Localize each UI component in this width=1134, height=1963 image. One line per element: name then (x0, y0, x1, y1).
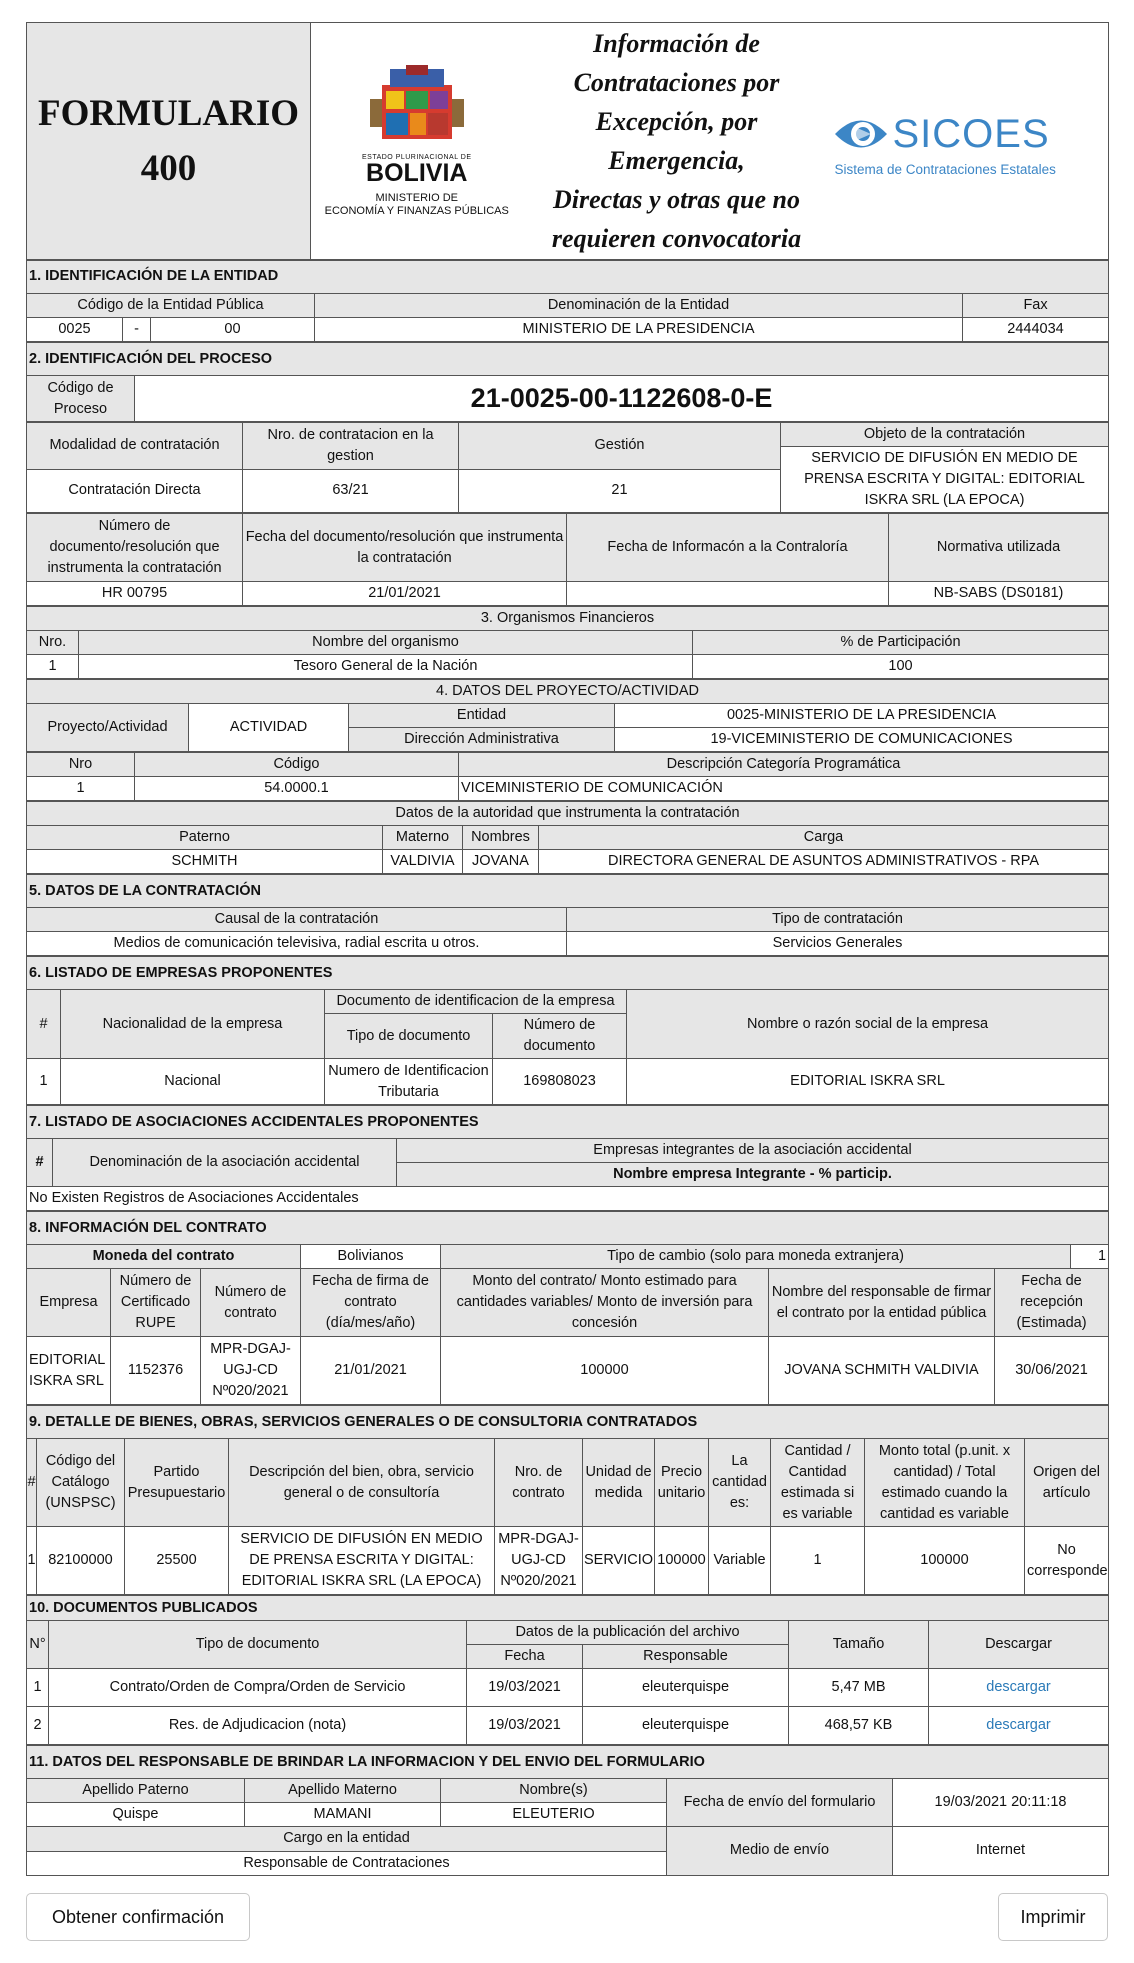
doc-num: 2 (27, 1707, 49, 1745)
objeto-value: SERVICIO DE DIFUSIÓN EN MEDIO DE PRENSA ESCRITA Y DIGITAL: EDITORIAL ISKRA SRL (LA EPOCA) (781, 447, 1109, 513)
doc-fecha-header: Fecha (467, 1645, 583, 1669)
imprimir-button[interactable]: Imprimir (998, 1893, 1108, 1941)
resp-nombres-header: Nombre(s) (441, 1779, 667, 1803)
section-7-asociaciones (26, 1105, 1109, 1211)
proyecto-label: Proyecto/Actividad (27, 704, 189, 752)
con-responsable-header: Nombre del responsable de firmar el contrato por la entidad pública (769, 1269, 995, 1337)
doc-desc-cell (929, 1669, 1109, 1707)
gestion-header: Gestión (459, 423, 781, 470)
fecha-envio-label: Fecha de envío del formulario (667, 1779, 893, 1827)
causal-value: Medios de comunicación televisiva, radial escrita u otros. (27, 932, 567, 956)
section-2-process (26, 342, 1109, 422)
tipo-contratacion-value: Servicios Generales (567, 932, 1109, 956)
tipo-contratacion-header: Tipo de contratación (567, 908, 1109, 932)
entity-code-sep: - (123, 318, 151, 342)
table-row (27, 777, 1109, 801)
cat-codigo: 54.0000.1 (135, 777, 459, 801)
con-responsable: JOVANA SCHMITH VALDIVIA (769, 1337, 995, 1405)
det-precio: 100000 (655, 1527, 709, 1595)
det-unidad: SERVICIO (583, 1527, 655, 1595)
con-empresa: EDITORIAL ISKRA SRL (27, 1337, 111, 1405)
org-nombre: Tesoro General de la Nación (79, 655, 693, 679)
emp-nac: Nacional (61, 1059, 325, 1105)
entidad-value: 0025-MINISTERIO DE LA PRESIDENCIA (615, 704, 1109, 728)
emp-num: 1 (27, 1059, 61, 1105)
doc-desc-header: Descargar (929, 1621, 1109, 1669)
bolivia-ministry-logo: ESTADO PLURINACIONAL DE BOLIVIA MINISTERIO DE ECONOMÍA Y FINANZAS PÚBLICAS (311, 23, 523, 260)
fecha-doc-value: 21/01/2021 (243, 582, 567, 606)
det-catalogo-header: Código del Catálogo (UNSPSC) (37, 1439, 125, 1527)
moneda-label: Moneda del contrato (27, 1245, 301, 1269)
section-5-title: 5. DATOS DE LA CONTRATACIÓN (27, 875, 1109, 908)
table-row (27, 1527, 1109, 1595)
gestion-value: 21 (459, 469, 781, 512)
table-row (27, 1059, 1109, 1105)
det-nro-header: Nro. de contrato (495, 1439, 583, 1527)
con-fecha-firma-header: Fecha de firma de contrato (día/mes/año) (301, 1269, 441, 1337)
section-3-title: 3. Organismos Financieros (27, 607, 1109, 631)
section-8-title: 8. INFORMACIÓN DEL CONTRATO (27, 1212, 1109, 1245)
section-2-title: 2. IDENTIFICACIÓN DEL PROCESO (27, 343, 1109, 376)
autoridad-nombres: JOVANA (463, 850, 539, 874)
section-1-entity (26, 260, 1109, 342)
emp-numdoc: 169808023 (493, 1059, 627, 1105)
objeto-header: Objeto de la contratación (781, 423, 1109, 447)
det-cantidad-header: Cantidad / Cantidad estimada si es variable (771, 1439, 865, 1527)
paterno-header: Paterno (27, 826, 383, 850)
asoc-empty: No Existen Registros de Asociaciones Accidentales (27, 1187, 1109, 1211)
normativa-header: Normativa utilizada (889, 514, 1109, 582)
info-title: Información de Contrataciones por Excepción, por Emergencia, Directas y otras que no requieren convocatoria (523, 23, 831, 260)
con-nro-header: Número de contrato (201, 1269, 301, 1337)
doc-num-header: N° (27, 1621, 49, 1669)
doc-tipo: Res. de Adjudicacion (nota) (49, 1707, 467, 1745)
doc-datos-header: Datos de la publicación del archivo (467, 1621, 789, 1645)
form-title: FORMULARIO 400 (27, 23, 311, 260)
section-8-contrato (26, 1211, 1109, 1405)
org-part: 100 (693, 655, 1109, 679)
direccion-value: 19-VICEMINISTERIO DE COMUNICACIONES (615, 728, 1109, 752)
descargar-link-2[interactable]: descargar (986, 1717, 1051, 1734)
medio-envio-value: Internet (893, 1827, 1109, 1875)
section-10-title: 10. DOCUMENTOS PUBLICADOS (27, 1596, 1109, 1621)
process-code: 21-0025-00-1122608-0-E (135, 376, 1109, 422)
asoc-denom-header: Denominación de la asociación accidental (53, 1139, 397, 1187)
nro-contratacion-header: Nro. de contratacion en la gestion (243, 423, 459, 470)
con-fecha-firma: 21/01/2021 (301, 1337, 441, 1405)
doc-tam: 468,57 KB (789, 1707, 929, 1745)
process-code-label: Código de Proceso (27, 376, 135, 422)
section-3-organismos (26, 606, 1109, 679)
emp-nombre: EDITORIAL ISKRA SRL (627, 1059, 1109, 1105)
doc-resp-header: Responsable (583, 1645, 789, 1669)
det-total-header: Monto total (p.unit. x cantidad) / Total estimado cuando la cantidad es variable (865, 1439, 1025, 1527)
proyecto-value: ACTIVIDAD (189, 704, 349, 752)
doc-num: 1 (27, 1669, 49, 1707)
section-2-details (26, 422, 1109, 513)
doc-value: HR 00795 (27, 582, 243, 606)
con-empresa-header: Empresa (27, 1269, 111, 1337)
org-nro: 1 (27, 655, 79, 679)
normativa-value: NB-SABS (DS0181) (889, 582, 1109, 606)
det-partida-header: Partido Presupuestario (125, 1439, 229, 1527)
section-9-title: 9. DETALLE DE BIENES, OBRAS, SERVICIOS GENERALES O DE CONSULTORIA CONTRATADOS (27, 1406, 1109, 1439)
cat-desc-header: Descripción Categoría Programática (459, 753, 1109, 777)
section-4-title: 4. DATOS DEL PROYECTO/ACTIVIDAD (27, 680, 1109, 704)
org-nro-header: Nro. (27, 631, 79, 655)
emp-numdoc-header: Número de documento (493, 1014, 627, 1059)
det-catalogo: 82100000 (37, 1527, 125, 1595)
section-6-empresas (26, 956, 1109, 1105)
fax-header: Fax (963, 294, 1109, 318)
con-fecha-rec: 30/06/2021 (995, 1337, 1109, 1405)
resp-materno-header: Apellido Materno (245, 1779, 441, 1803)
resp-nombres: ELEUTERIO (441, 1803, 667, 1827)
asoc-integrantes-header: Empresas integrantes de la asociación accidental (397, 1139, 1109, 1163)
det-origen-header: Origen del artículo (1025, 1439, 1109, 1527)
cat-codigo-header: Código (135, 753, 459, 777)
doc-fecha: 19/03/2021 (467, 1707, 583, 1745)
section-4-autoridad (26, 801, 1109, 874)
det-nro: MPR-DGAJ-UGJ-CD Nº020/2021 (495, 1527, 583, 1595)
det-la-cant-header: La cantidad es: (709, 1439, 771, 1527)
doc-header: Número de documento/resolución que instrumenta la contratación (27, 514, 243, 582)
cargo-value: Responsable de Contrataciones (27, 1851, 667, 1875)
fecha-envio-value: 19/03/2021 20:11:18 (893, 1779, 1109, 1827)
cat-desc: VICEMINISTERIO DE COMUNICACIÓN (459, 777, 1109, 801)
section-7-title: 7. LISTADO DE ASOCIACIONES ACCIDENTALES PROPONENTES (27, 1106, 1109, 1139)
emp-tipodoc-header: Tipo de documento (325, 1014, 493, 1059)
medio-envio-label: Medio de envío (667, 1827, 893, 1875)
resp-materno: MAMANI (245, 1803, 441, 1827)
fecha-info-value (567, 582, 889, 606)
emp-tipodoc: Numero de Identificacion Tributaria (325, 1059, 493, 1105)
carga-header: Carga (539, 826, 1109, 850)
entity-name: MINISTERIO DE LA PRESIDENCIA (315, 318, 963, 342)
doc-fecha: 19/03/2021 (467, 1669, 583, 1707)
section-4-project (26, 679, 1109, 752)
doc-resp: eleuterquispe (583, 1669, 789, 1707)
det-origen: No corresponde (1025, 1527, 1109, 1595)
entity-code-a: 0025 (27, 318, 123, 342)
det-la-cant: Variable (709, 1527, 771, 1595)
cargo-label: Cargo en la entidad (27, 1827, 667, 1851)
det-unidad-header: Unidad de medida (583, 1439, 655, 1527)
doc-tipo: Contrato/Orden de Compra/Orden de Servicio (49, 1669, 467, 1707)
direccion-label: Dirección Administrativa (349, 728, 615, 752)
resp-paterno: Quispe (27, 1803, 245, 1827)
fax-value: 2444034 (963, 318, 1109, 342)
det-num: 1 (27, 1527, 37, 1595)
moneda-value: Bolivianos (301, 1245, 441, 1269)
cat-nro-header: Nro (27, 753, 135, 777)
modalidad-value: Contratación Directa (27, 469, 243, 512)
det-precio-header: Precio unitario (655, 1439, 709, 1527)
cat-nro: 1 (27, 777, 135, 801)
autoridad-materno: VALDIVIA (383, 850, 463, 874)
sicoes-eye-icon (833, 109, 889, 159)
emp-docid-header: Documento de identificacion de la empresa (325, 990, 627, 1014)
section-11-title: 11. DATOS DEL RESPONSABLE DE BRINDAR LA INFORMACION Y DEL ENVIO DEL FORMULARIO (27, 1746, 1109, 1779)
table-row (27, 655, 1109, 679)
det-cantidad: 1 (771, 1527, 865, 1595)
org-part-header: % de Participación (693, 631, 1109, 655)
doc-tam-header: Tamaño (789, 1621, 929, 1669)
fecha-info-header: Fecha de Informacón a la Contraloría (567, 514, 889, 582)
section-9-detalle (26, 1405, 1109, 1595)
entity-code-header: Código de la Entidad Pública (27, 294, 315, 318)
doc-tipo-header: Tipo de documento (49, 1621, 467, 1669)
con-rupe-header: Número de Certificado RUPE (111, 1269, 201, 1337)
det-partida: 25500 (125, 1527, 229, 1595)
section-1-title: 1. IDENTIFICACIÓN DE LA ENTIDAD (27, 261, 1109, 294)
table-row (27, 1337, 1109, 1405)
tipo-cambio-label: Tipo de cambio (solo para moneda extranjera) (441, 1245, 1071, 1269)
asoc-nombre-int-header: Nombre empresa Integrante - % particip. (397, 1163, 1109, 1187)
autoridad-carga: DIRECTORA GENERAL DE ASUNTOS ADMINISTRATIVOS - RPA (539, 850, 1109, 874)
det-desc: SERVICIO DE DIFUSIÓN EN MEDIO DE PRENSA ESCRITA Y DIGITAL: EDITORIAL ISKRA SRL (LA EPOCA) (229, 1527, 495, 1595)
det-total: 100000 (865, 1527, 1025, 1595)
descargar-link-1[interactable]: descargar (986, 1679, 1051, 1696)
form-header (26, 22, 1109, 260)
nro-contratacion-value: 63/21 (243, 469, 459, 512)
doc-resp: eleuterquispe (583, 1707, 789, 1745)
sicoes-logo: SICOES Sistema de Contrataciones Estatales (831, 23, 1109, 260)
fecha-doc-header: Fecha del documento/resolución que instrumenta la contratación (243, 514, 567, 582)
modalidad-header: Modalidad de contratación (27, 423, 243, 470)
tipo-cambio-value: 1 (1071, 1245, 1109, 1269)
con-nro: MPR-DGAJ-UGJ-CD Nº020/2021 (201, 1337, 301, 1405)
autoridad-title: Datos de la autoridad que instrumenta la contratación (27, 802, 1109, 826)
con-fecha-rec-header: Fecha de recepción (Estimada) (995, 1269, 1109, 1337)
nombres-header: Nombres (463, 826, 539, 850)
con-monto: 100000 (441, 1337, 769, 1405)
con-rupe: 1152376 (111, 1337, 201, 1405)
doc-tam: 5,47 MB (789, 1669, 929, 1707)
table-row (27, 1669, 1109, 1707)
resp-paterno-header: Apellido Paterno (27, 1779, 245, 1803)
table-row (27, 1707, 1109, 1745)
section-11-responsable (26, 1745, 1109, 1875)
autoridad-paterno: SCHMITH (27, 850, 383, 874)
org-nombre-header: Nombre del organismo (79, 631, 693, 655)
section-5-contratacion (26, 874, 1109, 956)
section-10-documentos (26, 1595, 1109, 1745)
det-desc-header: Descripción del bien, obra, servicio general o de consultoría (229, 1439, 495, 1527)
emp-nac-header: Nacionalidad de la empresa (61, 990, 325, 1059)
doc-desc-cell (929, 1707, 1109, 1745)
causal-header: Causal de la contratación (27, 908, 567, 932)
entidad-label: Entidad (349, 704, 615, 728)
section-6-title: 6. LISTADO DE EMPRESAS PROPONENTES (27, 957, 1109, 990)
section-4-categoria (26, 752, 1109, 801)
entity-name-header: Denominación de la Entidad (315, 294, 963, 318)
form-400 (26, 22, 1108, 1876)
emp-nombre-header: Nombre o razón social de la empresa (627, 990, 1109, 1059)
asoc-num-header: # (27, 1139, 53, 1187)
con-monto-header: Monto del contrato/ Monto estimado para cantidades variables/ Monto de inversión para concesión (441, 1269, 769, 1337)
bolivia-emblem-icon (362, 65, 472, 147)
materno-header: Materno (383, 826, 463, 850)
section-2-docs (26, 513, 1109, 606)
entity-code-b: 00 (151, 318, 315, 342)
obtener-confirmacion-button[interactable]: Obtener confirmación (26, 1893, 250, 1941)
emp-num-header: # (27, 990, 61, 1059)
det-num-header: # (27, 1439, 37, 1527)
